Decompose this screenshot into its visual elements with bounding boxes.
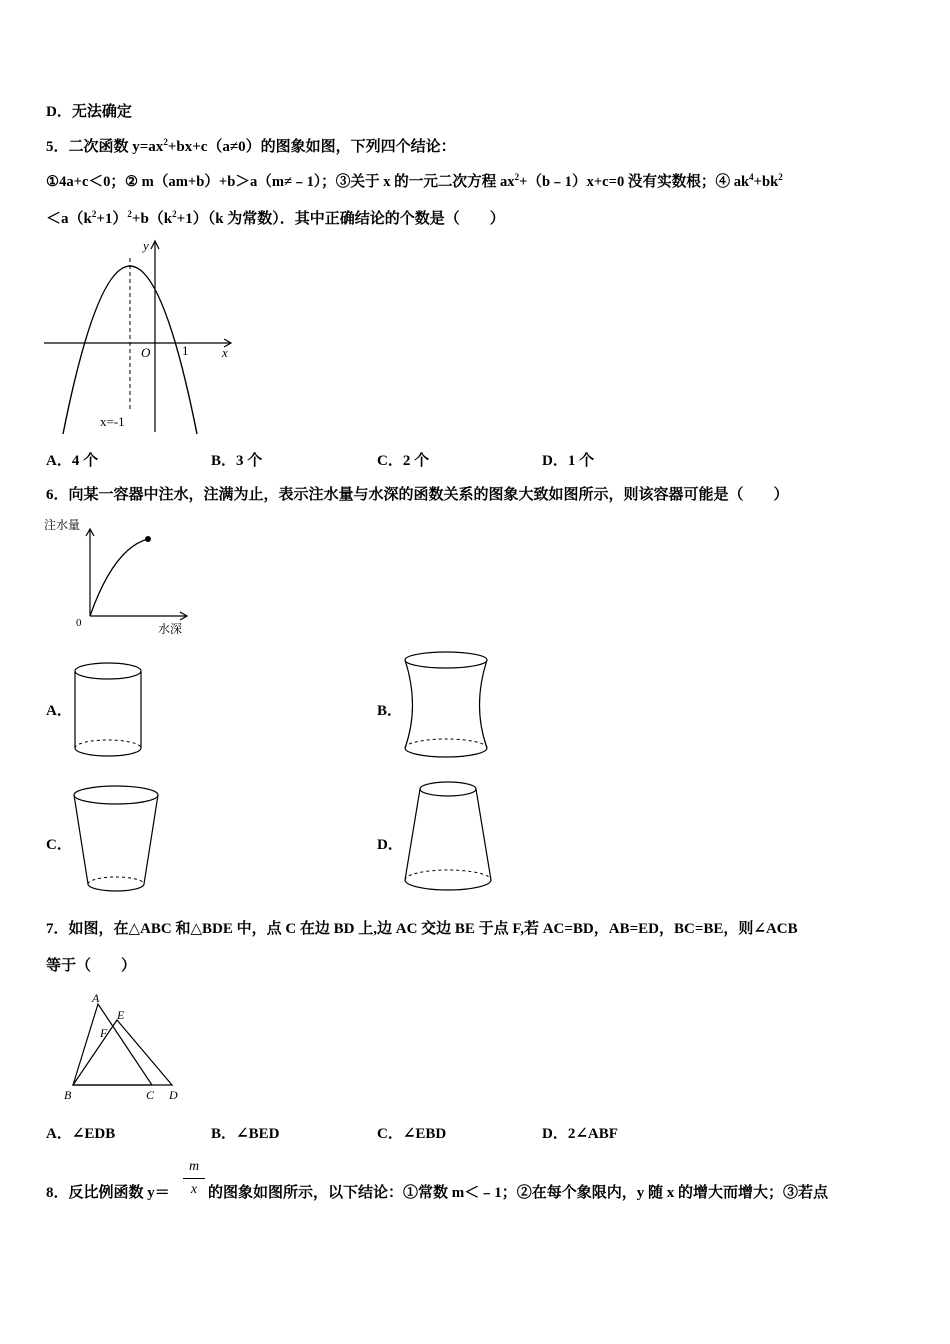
q5-conditions-line2 — [46, 209, 505, 229]
q8-fraction-denominator: x — [190, 1182, 198, 1197]
q6-option-d[interactable]: D． — [377, 837, 403, 853]
end-point — [145, 536, 151, 542]
tick-1-label: 1 — [182, 343, 189, 358]
q7-stem-line1: 7．如图，在△ABC 和△BDE 中，点 C 在边 BD 上,边 AC 交边 BE 于点 F,若 AC=BD，AB=ED，BC=BE，则∠ACB — [46, 921, 798, 937]
q6-option-b[interactable]: B． — [377, 703, 403, 719]
q4-option-d: D．无法确定 — [46, 104, 132, 120]
q5-line2-a: ＜a（k — [46, 211, 92, 227]
q8-fraction-numerator: m — [188, 1159, 200, 1174]
q8-stem-a: 8．反比例函数 y＝ — [46, 1185, 170, 1201]
origin-label: O — [141, 345, 151, 360]
q5-cond-1: ①4a+c＜0；② m（am+b）+b＞a（m≠﹣1）；③关于 x 的一元二次方程 ax — [46, 174, 515, 190]
q5-option-c[interactable]: C．2 个 — [377, 453, 430, 469]
q8-fraction-bar — [183, 1178, 205, 1179]
q5-sup: 4 — [749, 172, 754, 183]
q5-option-a[interactable]: A．4 个 — [46, 453, 99, 469]
q7-stem-line2: 等于（ ） — [46, 958, 137, 974]
q6-option-a[interactable]: A． — [46, 703, 72, 719]
origin-label: 0 — [76, 617, 82, 629]
container-cylinder-image — [70, 660, 146, 760]
x-label: x — [222, 345, 228, 360]
q6-option-c[interactable]: C． — [46, 837, 72, 853]
container-waisted-image — [400, 648, 494, 762]
q7-option-c[interactable]: C．∠EBD — [377, 1126, 447, 1142]
container-wide-top-image — [70, 782, 162, 896]
y-label: y — [143, 238, 149, 253]
label-e: E — [117, 1008, 125, 1022]
q5-stem-a: 5．二次函数 y=ax — [46, 139, 164, 155]
q5-option-d[interactable]: D．1 个 — [542, 453, 595, 469]
q5-cond-2: +（b﹣1）x+c=0 没有实数根；④ ak — [519, 174, 750, 190]
q5-stem — [46, 137, 456, 157]
q5-sup: 2 — [163, 137, 168, 147]
q5-stem-b: +bx+c（a≠0）的图象如图，下列四个结论： — [167, 139, 456, 155]
triangle-bde — [73, 1020, 172, 1085]
fill-curve — [90, 539, 148, 616]
q5-conditions — [46, 172, 783, 192]
q5-sup: 2 — [91, 209, 97, 219]
q5-sup: 2 — [172, 209, 177, 219]
q5-sup: 2 — [514, 172, 520, 183]
q5-parabola-graph — [44, 238, 240, 436]
q5-line2-d: +1）（k 为常数）．其中正确结论的个数是（ ） — [176, 211, 505, 227]
q6-stem: 6．向某一容器中注水，注满为止，表示注水量与水深的函数关系的图象大致如图所示，则该容器可能是（ ） — [46, 487, 789, 503]
q6-graph — [44, 514, 194, 640]
q8-stem-b: 的图象如图所示，以下结论：①常数 m＜﹣1；②在每个象限内，y 随 x 的增大而增大；③若点 — [208, 1185, 828, 1201]
q5-sup: 2 — [127, 209, 132, 219]
label-d: D — [169, 1088, 178, 1102]
container-narrow-top-image — [400, 778, 496, 896]
q7-option-b[interactable]: B．∠BED — [211, 1126, 280, 1142]
label-b: B — [64, 1088, 72, 1102]
q7-triangle-figure — [60, 990, 186, 1104]
label-a: A — [92, 991, 100, 1005]
q8-fraction — [183, 1158, 205, 1199]
triangle-abc — [73, 1004, 152, 1085]
axis-equation-label: x=-1 — [100, 414, 125, 429]
q7-option-a[interactable]: A．∠EDB — [46, 1126, 116, 1142]
q5-sup: 2 — [778, 172, 783, 183]
q7-option-d[interactable]: D．2∠ABF — [542, 1126, 618, 1142]
y-label: 注水量 — [44, 518, 81, 532]
q5-cond-3: +bk — [753, 174, 779, 190]
label-c: C — [146, 1088, 155, 1102]
x-label: 水深 — [158, 622, 183, 636]
q5-line2-c: +b（k — [131, 211, 173, 227]
q5-line2-b: +1） — [96, 211, 128, 227]
label-f: F — [100, 1026, 108, 1040]
q5-option-b[interactable]: B．3 个 — [211, 453, 263, 469]
